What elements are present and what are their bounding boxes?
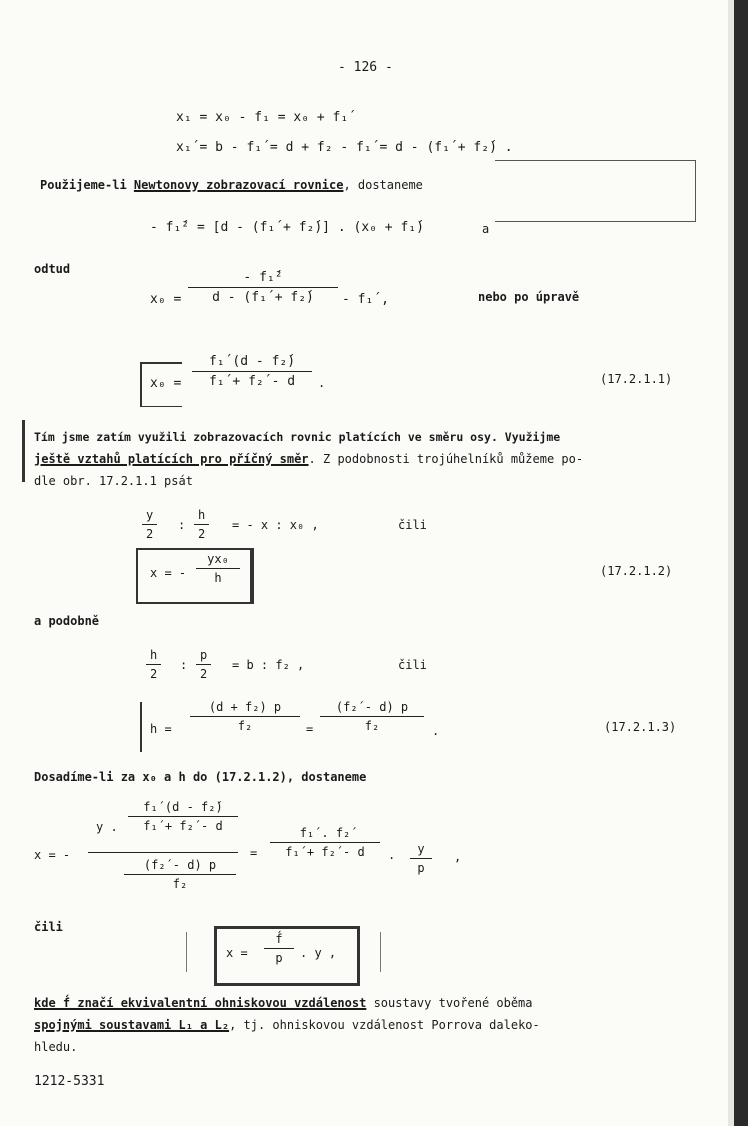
paragraph-definition-line2 bbox=[34, 1018, 540, 1032]
ratio2-fraction1 bbox=[146, 648, 161, 681]
equation-1713-eq: = bbox=[306, 722, 314, 736]
paragraph-newton-after: , dostaneme bbox=[343, 178, 423, 192]
equation-x0-note: nebo po úpravě bbox=[478, 290, 580, 304]
equation-x1-prime: x₁́ = b - f₁́ = d + f₂ - f₁́ = d - (f₁́ + f₂́) . bbox=[176, 140, 513, 155]
ratio2-fraction2-num: p bbox=[200, 648, 208, 662]
big-equation-dot: . bbox=[388, 848, 396, 862]
ratio2-cili: čili bbox=[398, 658, 427, 672]
equation-x0-denominator: d - (f₁́ + f₂́) bbox=[212, 290, 314, 305]
equation-label-17-2-1-3: (17.2.1.3) bbox=[604, 720, 677, 734]
final-equation-fraction bbox=[264, 932, 294, 965]
ratio2-fraction2-den: 2 bbox=[200, 667, 208, 681]
ratio2-sep: : bbox=[180, 658, 188, 672]
big-equation-outer-den: f₂ bbox=[172, 877, 188, 891]
big-equation-right-fraction bbox=[270, 826, 380, 859]
big-equation-right-den: f₁́ + f₂́ - d bbox=[285, 845, 365, 859]
paragraph-transverse-line3: dle obr. 17.2.1.1 psát bbox=[34, 474, 193, 488]
paragraph-definition-line3: hledu. bbox=[34, 1040, 78, 1054]
final-equation-den: p bbox=[275, 951, 283, 965]
equation-label-17-2-1-1: (17.2.1.1) bbox=[600, 372, 673, 386]
ratio1-fraction1 bbox=[142, 508, 157, 541]
equation-1711-fraction bbox=[192, 354, 312, 389]
equation-x0-rest: - f₁́ , bbox=[342, 292, 389, 307]
equation-1711-end: . bbox=[318, 376, 326, 390]
big-equation-comma: , bbox=[454, 850, 462, 864]
final-equation-num: f́ bbox=[275, 932, 283, 946]
equation-1713-fraction2 bbox=[320, 700, 424, 733]
big-equation-lhs: x = - bbox=[34, 848, 71, 862]
formula-margin-right bbox=[380, 932, 381, 972]
paragraph-transverse-line1: Tím jsme zatím využili zobrazovacích rovnic platících ve směru osy. Využijme bbox=[34, 430, 561, 444]
equation-1713-den2: f₂ bbox=[364, 719, 380, 733]
word-cili: čili bbox=[34, 920, 63, 934]
ratio1-sep: : bbox=[178, 518, 186, 532]
equation-x0-lhs: x₀ = bbox=[150, 292, 182, 307]
ratio1-fraction2-den: 2 bbox=[198, 527, 206, 541]
big-equation-right-num: f₁́ . f₂́ bbox=[299, 826, 351, 840]
equation-1713-num2: (f₂́ - d) p bbox=[335, 700, 409, 714]
margin-note-box bbox=[495, 160, 696, 222]
big-equation-inner-num: f₁́ (d - f₂́) bbox=[143, 800, 223, 814]
equation-1713-num1: (d + f₂) p bbox=[208, 700, 282, 714]
big-equation-y-dot: y . bbox=[96, 820, 118, 834]
page-edge bbox=[734, 0, 748, 1126]
big-equation-outer-num: (f₂́ - d) p bbox=[143, 858, 217, 872]
paragraph-newton bbox=[40, 178, 423, 192]
equation-1713-end: . bbox=[432, 724, 440, 738]
big-equation-inner-fraction bbox=[128, 800, 238, 833]
ratio1-fraction2 bbox=[194, 508, 209, 541]
big-equation-p-den: p bbox=[417, 861, 425, 875]
word-odtud: odtud bbox=[34, 262, 71, 276]
equation-1712-lhs: x = - bbox=[150, 566, 187, 580]
equation-newton: - f₁́² = [d - (f₁́ + f₂́)] . (x₀ + f₁́) bbox=[150, 220, 424, 235]
final-equation-lhs: x = bbox=[226, 946, 248, 960]
text-a-podobne: a podobně bbox=[34, 614, 100, 628]
equation-label-17-2-1-2: (17.2.1.2) bbox=[600, 564, 673, 578]
paragraph-transverse-highlight: ještě vztahů platících pro příčný směr bbox=[34, 452, 309, 466]
big-equation-inner-den: f₁́ + f₂́ - d bbox=[143, 819, 223, 833]
equation-1713-lhs: h = bbox=[150, 722, 172, 736]
paragraph-definition-highlight2: spojnými soustavami L₁ a L₂ bbox=[34, 1018, 230, 1032]
margin-mark bbox=[22, 420, 25, 482]
formula-margin-left bbox=[186, 932, 187, 972]
equation-x0-fraction bbox=[188, 270, 338, 305]
paragraph-substitute: Dosadíme-li za x₀ a h do (17.2.1.2), dostaneme bbox=[34, 770, 367, 784]
paragraph-definition-highlight1: kde f́ značí ekvivalentní ohniskovou vzdálenost bbox=[34, 996, 367, 1010]
equation-1711-lhs: x₀ = bbox=[150, 376, 182, 391]
ratio2-fraction1-num: h bbox=[150, 648, 158, 662]
final-equation-rest: . y , bbox=[300, 946, 337, 960]
ratio2-fraction2 bbox=[196, 648, 211, 681]
paragraph-definition-line1 bbox=[34, 996, 533, 1010]
big-equation-main-bar bbox=[88, 852, 238, 853]
ratio1-rest: = - x : x₀ , bbox=[232, 518, 319, 532]
big-equation-y-p-fraction bbox=[410, 842, 432, 875]
paragraph-newton-highlight: Newtonovy zobrazovací rovnice bbox=[133, 178, 344, 192]
paragraph-transverse-line2 bbox=[34, 452, 583, 466]
equation-1713-den1: f₂ bbox=[237, 719, 253, 733]
ratio1-cili: čili bbox=[398, 518, 427, 532]
equation-newton-and: a bbox=[482, 222, 490, 236]
big-equation-eq: = bbox=[250, 846, 258, 860]
equation-1712-denominator: h bbox=[214, 571, 222, 585]
equation-1712-numerator: yx₀ bbox=[207, 552, 229, 566]
ratio1-fraction1-num: y bbox=[146, 508, 154, 522]
equation-1712-fraction bbox=[196, 552, 240, 585]
paragraph-newton-before: Použijeme-li bbox=[40, 178, 134, 192]
ratio1-fraction1-den: 2 bbox=[146, 527, 154, 541]
paragraph-definition-rest1: soustavy tvořené oběma bbox=[366, 996, 533, 1010]
paragraph-transverse-rest: . Z podobnosti trojúhelníků můžeme po- bbox=[308, 452, 584, 466]
equation-x1: x₁ = x₀ - f₁ = x₀ + f₁́ bbox=[176, 110, 349, 125]
big-equation-y-num: y bbox=[417, 842, 425, 856]
big-equation-outer-fraction bbox=[124, 858, 236, 891]
equation-1711-numerator: f₁́ (d - f₂́) bbox=[208, 354, 296, 369]
equation-1713-fraction1 bbox=[190, 700, 300, 733]
formula-box-17-2-1-3-left bbox=[140, 702, 142, 752]
paragraph-definition-rest2: , tj. ohniskovou vzdálenost Porrova daleko- bbox=[229, 1018, 540, 1032]
ratio1-fraction2-num: h bbox=[198, 508, 206, 522]
ratio2-rest: = b : f₂ , bbox=[232, 658, 305, 672]
equation-1711-denominator: f₁́ + f₂́ - d bbox=[208, 374, 296, 389]
page-number: - 126 - bbox=[338, 60, 393, 75]
equation-x0-numerator: - f₁́² bbox=[243, 270, 283, 285]
footer-code: 1212-5331 bbox=[34, 1074, 105, 1089]
ratio2-fraction1-den: 2 bbox=[150, 667, 158, 681]
